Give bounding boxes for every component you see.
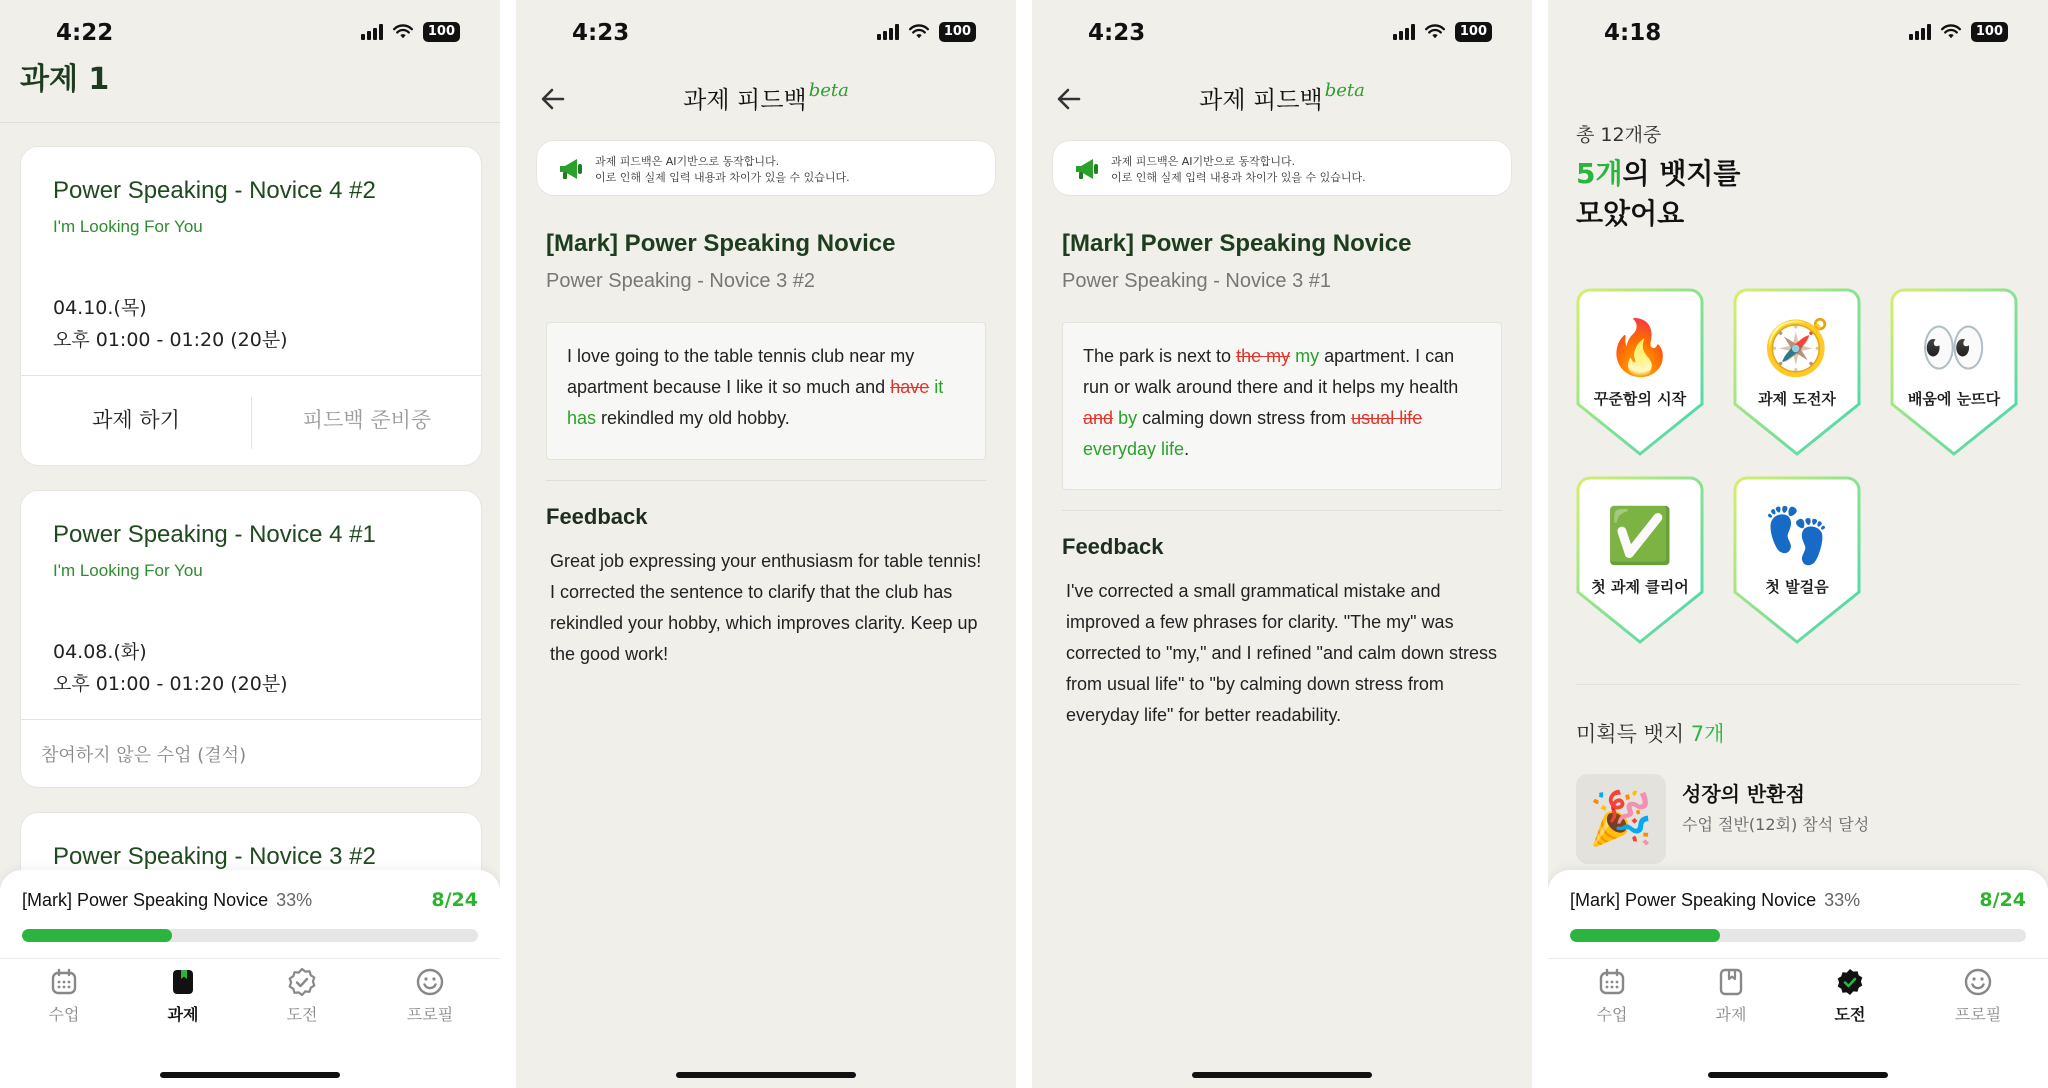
progress-bar <box>22 929 478 942</box>
divider <box>1548 958 2048 959</box>
deleted-text: have <box>890 377 930 397</box>
assignment-subtitle: I'm Looking For You <box>53 561 203 580</box>
divider <box>0 122 500 123</box>
signal-icon <box>361 24 383 40</box>
course-title: [Mark] Power Speaking Novice <box>546 230 896 257</box>
assignment-time: 오후 01:00 - 01:20 (20분) <box>53 673 288 695</box>
check-icon: ✅ <box>1606 504 1674 567</box>
badge-item[interactable] <box>1733 476 1861 644</box>
unearned-heading <box>1576 718 1724 748</box>
badge-item[interactable] <box>1576 288 1704 456</box>
tab-assignment[interactable] <box>143 966 223 1025</box>
tab-label: 과제 <box>1715 1005 1747 1024</box>
tab-class[interactable] <box>1572 966 1652 1025</box>
divider <box>1576 684 2020 685</box>
course-name: [Mark] Power Speaking Novice <box>22 890 269 910</box>
inserted-text: my <box>1295 346 1320 366</box>
assignment-title: Power Speaking - Novice 4 #1 <box>53 521 376 548</box>
feedback-text: I've corrected a small grammatical mistake and improved a few phrases for clarity. "The my" was corrected to "my," and I refined "and calm down stress from usual life" to "by calming down stress from everyday life" for better readability. <box>1066 581 1498 725</box>
unearned-count: 7개 <box>1690 722 1725 746</box>
megaphone-icon <box>557 155 585 183</box>
tab-profile[interactable] <box>1938 966 2018 1025</box>
tab-label: 프로필 <box>406 1005 454 1024</box>
wifi-icon <box>1940 24 1962 40</box>
badge-total: 총 12개중 <box>1576 124 1662 146</box>
deleted-text: and <box>1083 408 1114 428</box>
feedback-screen <box>516 0 1016 1088</box>
megaphone-icon <box>1073 155 1101 183</box>
wifi-icon <box>1424 24 1446 40</box>
page-title: 과제 1 <box>20 62 110 97</box>
tab-challenge[interactable] <box>262 966 342 1025</box>
assignment-card[interactable] <box>20 490 482 788</box>
divider <box>21 719 481 720</box>
inserted-text: it has <box>567 377 944 428</box>
status-bar <box>1032 18 1532 48</box>
feedback-screen <box>1032 0 1532 1088</box>
signal-icon <box>877 24 899 40</box>
footprints-icon: 👣 <box>1763 504 1831 567</box>
unearned-text: 미획득 뱃지 <box>1576 722 1691 746</box>
earned-count: 5개 <box>1576 157 1623 190</box>
tab-label: 수업 <box>48 1005 80 1024</box>
home-indicator[interactable] <box>1192 1072 1372 1078</box>
progress-bar <box>1570 929 2026 942</box>
absent-label: 참여하지 않은 수업 (결석) <box>41 745 247 766</box>
progress-count: 8/24 <box>1979 889 2026 911</box>
divider <box>21 375 481 376</box>
assignment-time: 오후 01:00 - 01:20 (20분) <box>53 329 288 351</box>
text-segment: rekindled my old hobby. <box>596 408 790 428</box>
progress-percent: 33% <box>1824 890 1861 910</box>
wifi-icon <box>392 24 414 40</box>
feedback-pending-button[interactable]: 피드백 준비중 <box>302 408 432 432</box>
status-bar <box>516 18 1016 48</box>
badge-headline: 모았어요 <box>1576 197 1685 230</box>
status-bar <box>0 18 500 48</box>
status-time: 4:22 <box>56 20 114 46</box>
ai-notice <box>536 140 996 196</box>
unearned-badge-desc: 수업 절반(12회) 참석 달성 <box>1682 815 1870 834</box>
tab-label: 과제 <box>167 1005 199 1024</box>
deleted-text: the my <box>1236 346 1291 366</box>
badge-headline <box>1576 152 1740 192</box>
badge-item[interactable] <box>1890 288 2018 456</box>
divider <box>546 480 986 481</box>
beta-label: beta <box>808 80 849 101</box>
tab-label: 프로필 <box>1954 1005 2002 1024</box>
assignment-card <box>20 146 482 466</box>
assignment-title: Power Speaking - Novice 3 #2 <box>53 843 376 870</box>
notice-line: 과제 피드백은 AI기반으로 동작합니다. <box>1111 155 1296 168</box>
status-time: 4:18 <box>1604 20 1662 46</box>
tab-challenge[interactable] <box>1810 966 1890 1025</box>
assignment-date: 04.08.(화) <box>53 641 147 663</box>
party-popper-icon: 🎉 <box>1576 774 1666 864</box>
home-indicator[interactable] <box>160 1072 340 1078</box>
header-text: 과제 피드백 <box>1199 86 1323 114</box>
badge-check-icon <box>1834 966 1866 998</box>
feedback-heading: Feedback <box>1062 534 1164 559</box>
status-time: 4:23 <box>1088 20 1146 46</box>
tab-class[interactable] <box>24 966 104 1025</box>
inserted-text: by <box>1118 408 1138 428</box>
signal-icon <box>1909 24 1931 40</box>
text-segment: I love going to the table tennis club near my apartment because I like it so much and <box>567 346 915 397</box>
deleted-text: usual life <box>1351 408 1423 428</box>
battery-icon: 100 <box>1971 22 2008 42</box>
headline-text: 의 뱃지를 <box>1622 157 1741 190</box>
text-segment: . <box>1184 439 1190 459</box>
badge-label: 첫 과제 클리어 <box>1591 578 1689 596</box>
beta-label: beta <box>1324 80 1365 101</box>
header-title <box>516 80 1016 115</box>
tab-label: 도전 <box>286 1005 318 1024</box>
course-progress-sheet <box>0 870 500 1088</box>
compass-icon: 🧭 <box>1763 316 1831 379</box>
badge-label: 배움에 눈뜨다 <box>1907 390 2001 408</box>
calendar-icon <box>48 966 80 998</box>
do-assignment-button[interactable]: 과제 하기 <box>92 408 180 432</box>
badge-check-icon <box>286 966 318 998</box>
status-time: 4:23 <box>572 20 630 46</box>
course-title: [Mark] Power Speaking Novice <box>1062 230 1412 257</box>
badge-item[interactable] <box>1576 476 1704 644</box>
tab-assignment[interactable] <box>1691 966 1771 1025</box>
battery-icon: 100 <box>939 22 976 42</box>
bookmark-icon <box>167 966 199 998</box>
assignment-subtitle: I'm Looking For You <box>53 217 203 236</box>
status-bar <box>1548 18 2048 48</box>
wifi-icon <box>908 24 930 40</box>
assignment-title: Power Speaking - Novice 4 #2 <box>53 177 376 204</box>
ai-notice <box>1052 140 1512 196</box>
notice-line: 이로 인해 실제 입력 내용과 차이가 있을 수 있습니다. <box>595 171 850 184</box>
fire-icon: 🔥 <box>1606 316 1674 379</box>
progress-count: 8/24 <box>431 889 478 911</box>
badge-label: 첫 발걸음 <box>1765 578 1829 596</box>
header-title <box>1032 80 1532 115</box>
notice-line: 이로 인해 실제 입력 내용과 차이가 있을 수 있습니다. <box>1111 171 1366 184</box>
course-progress-sheet <box>1548 870 2048 1088</box>
inserted-text: everyday life <box>1083 439 1185 459</box>
home-indicator[interactable] <box>1708 1072 1888 1078</box>
battery-icon: 100 <box>1455 22 1492 42</box>
badge-label: 꾸준함의 시작 <box>1593 390 1687 408</box>
text-segment: apartment. I can run or walk around there and it helps my health <box>1083 346 1459 397</box>
lesson-title: Power Speaking - Novice 3 #2 <box>546 270 816 292</box>
progress-fill <box>1570 929 1720 942</box>
tab-label: 수업 <box>1596 1005 1628 1024</box>
home-indicator[interactable] <box>676 1072 856 1078</box>
progress-fill <box>22 929 172 942</box>
corrected-text-box <box>1062 322 1502 490</box>
smile-icon <box>1962 966 1994 998</box>
progress-percent: 33% <box>276 890 313 910</box>
unearned-badge-title: 성장의 반환점 <box>1682 782 1805 806</box>
tab-profile[interactable] <box>390 966 470 1025</box>
calendar-icon <box>1596 966 1628 998</box>
assignments-screen <box>0 0 500 1088</box>
divider <box>0 958 500 959</box>
battery-icon: 100 <box>423 22 460 42</box>
eyes-icon: 👀 <box>1920 316 1988 379</box>
signal-icon <box>1393 24 1415 40</box>
feedback-text: Great job expressing your enthusiasm for table tennis! I corrected the sentence to clarify that the club has rekindled your hobby, which improves clarity. Keep up the good work! <box>550 551 982 664</box>
assignment-date: 04.10.(목) <box>53 297 147 319</box>
corrected-text-box <box>546 322 986 460</box>
badge-item[interactable] <box>1733 288 1861 456</box>
course-name: [Mark] Power Speaking Novice <box>1570 890 1817 910</box>
badge-label: 과제 도전자 <box>1758 390 1836 408</box>
badges-screen <box>1548 0 2048 1088</box>
lesson-title: Power Speaking - Novice 3 #1 <box>1062 270 1332 292</box>
tab-label: 도전 <box>1834 1005 1866 1024</box>
text-segment: calming down stress from <box>1137 408 1352 428</box>
smile-icon <box>414 966 446 998</box>
header-text: 과제 피드백 <box>683 86 807 114</box>
divider <box>1062 510 1502 511</box>
bookmark-icon <box>1715 966 1747 998</box>
feedback-heading: Feedback <box>546 504 648 529</box>
text-segment: The park is next to <box>1083 346 1237 366</box>
notice-line: 과제 피드백은 AI기반으로 동작합니다. <box>595 155 780 168</box>
